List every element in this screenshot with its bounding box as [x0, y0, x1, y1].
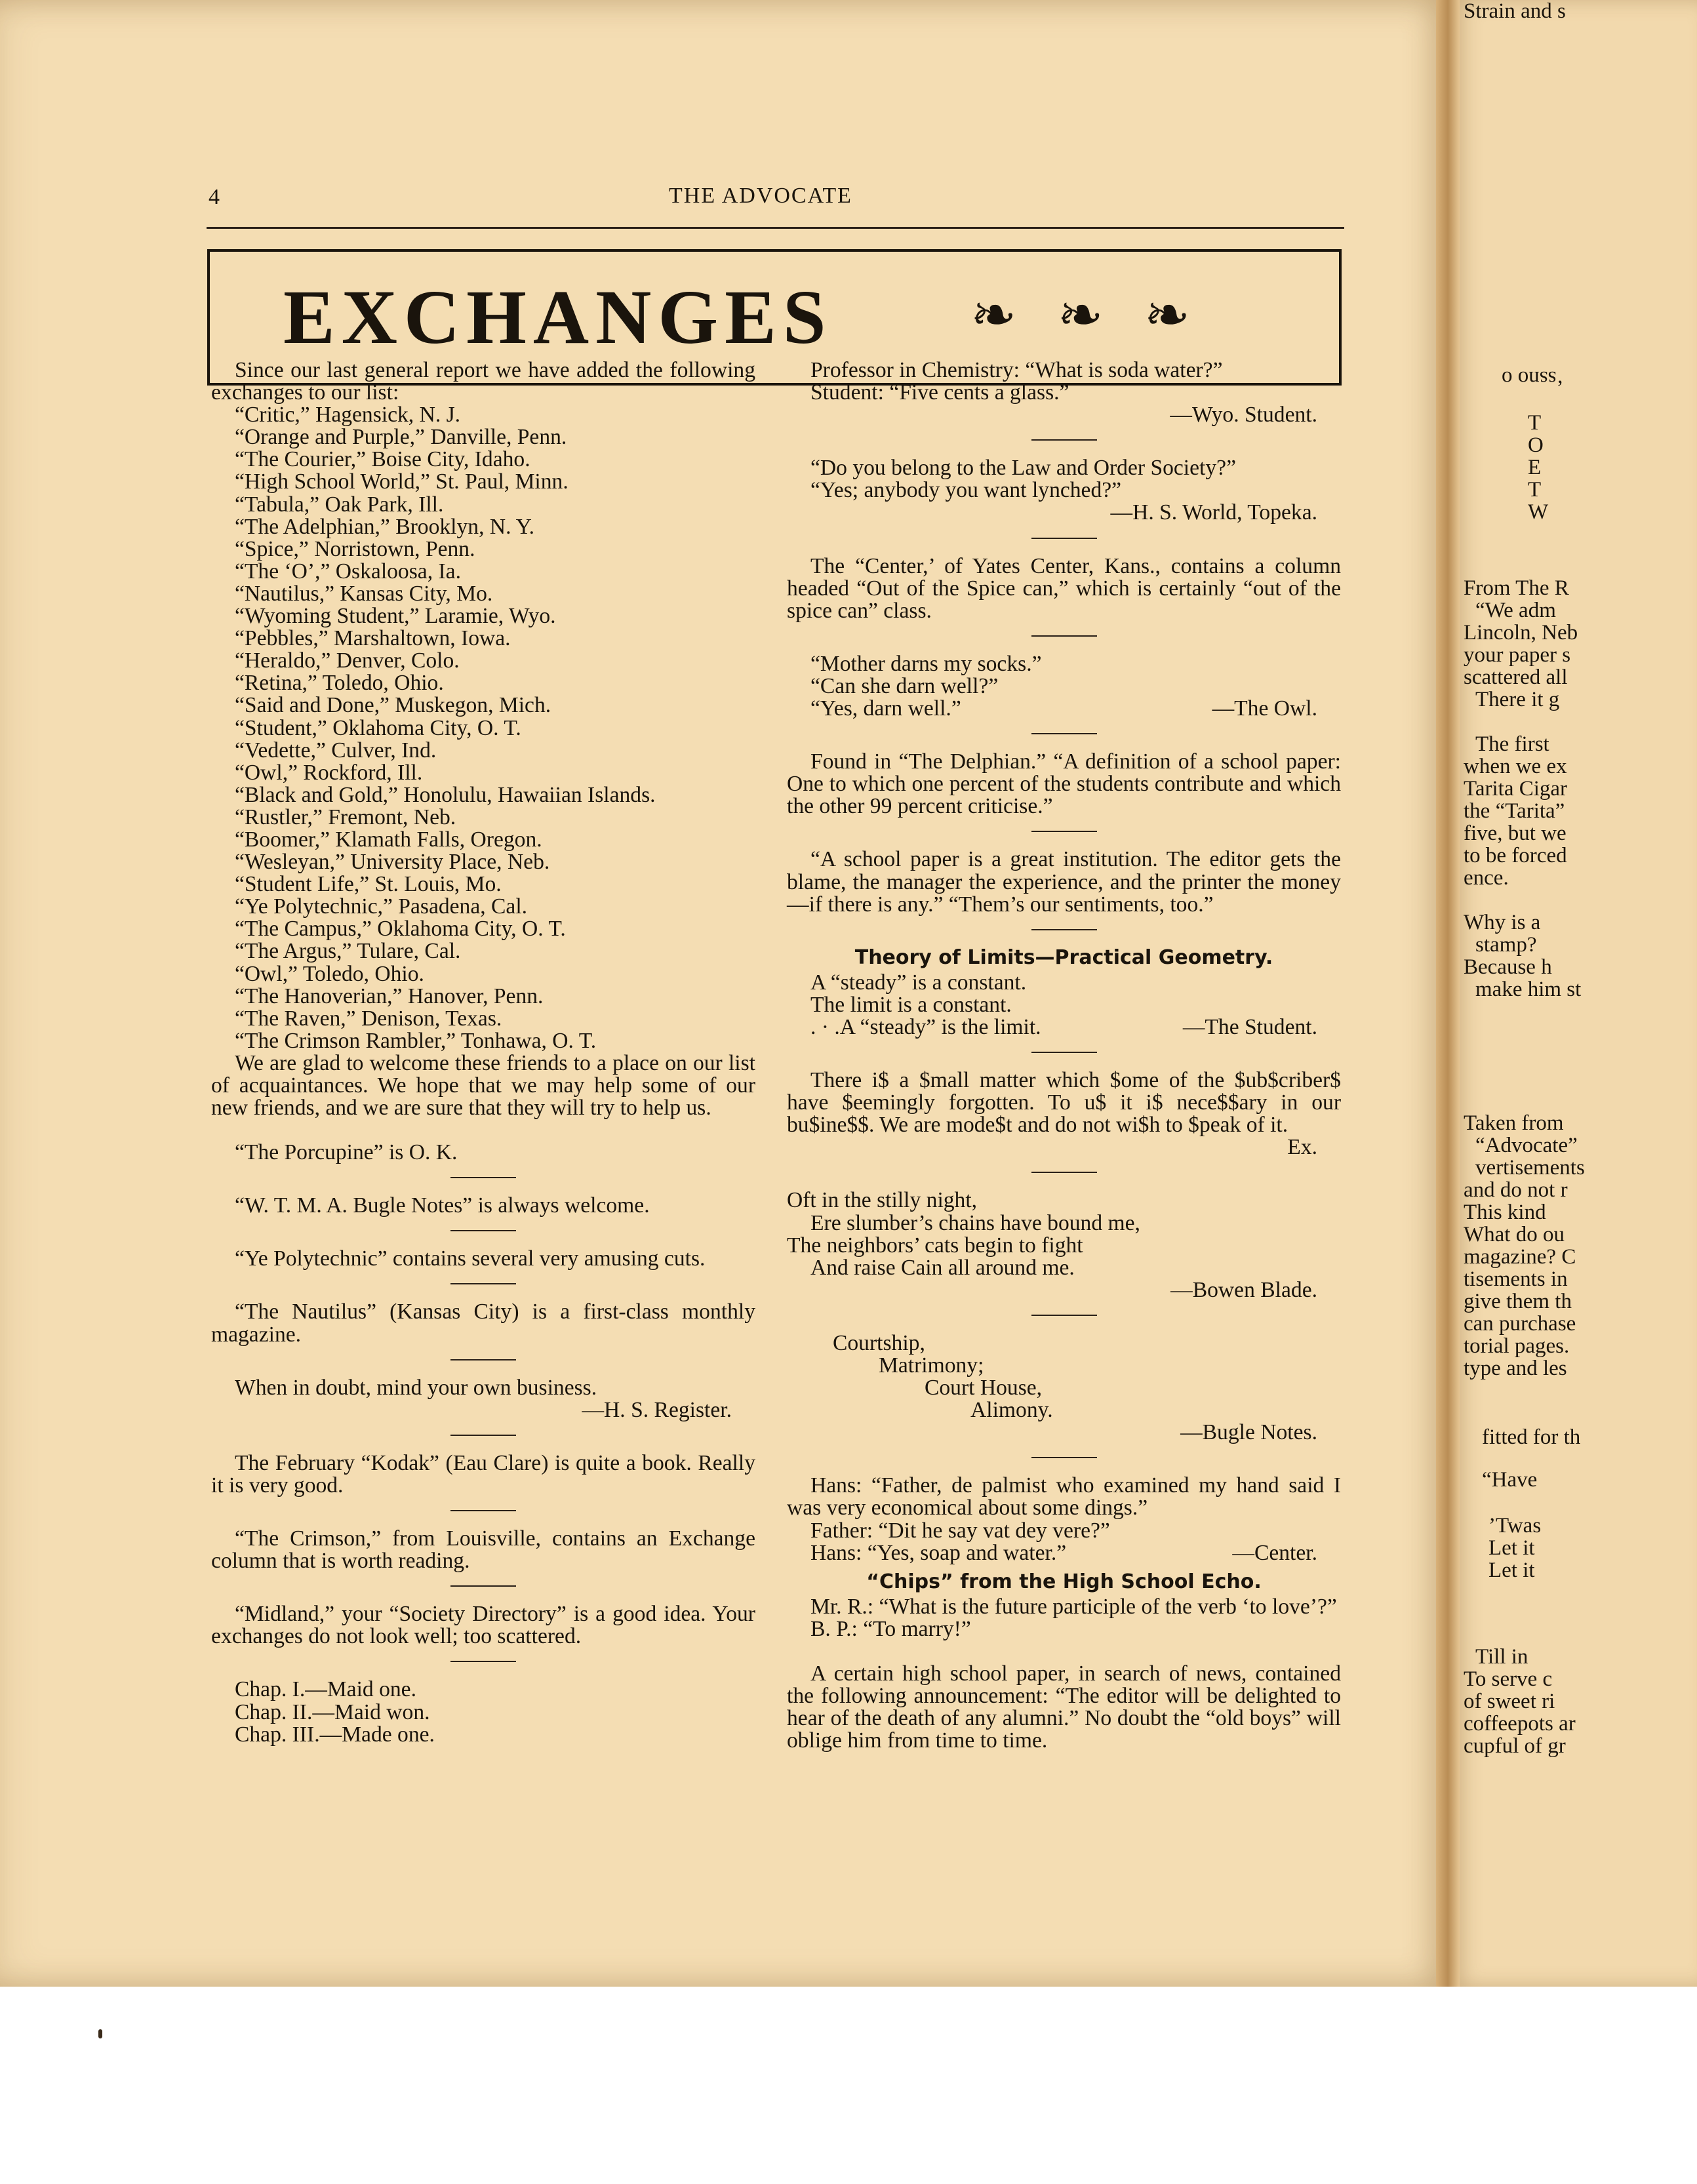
- socks-line: “Mother darns my socks.”: [810, 651, 1042, 676]
- left-column: [211, 359, 755, 1746]
- facing-page-fragment: T: [1528, 478, 1542, 502]
- exchange-entry: “The Campus,” Oklahoma City, O. T.: [235, 917, 566, 942]
- facing-page-fragment: Why is a: [1464, 911, 1541, 934]
- limits-conclusion: . · .A “steady” is the limit.: [810, 1014, 1041, 1039]
- soda-question: Professor in Chemistry: “What is soda water?”: [810, 358, 1223, 382]
- facing-page-fragment: W: [1528, 500, 1549, 524]
- polytechnic-note: “Ye Polytechnic” contains several very amusing cuts.: [235, 1246, 706, 1271]
- paper-speck: [98, 2029, 102, 2038]
- facing-page-fragment: coffeepots ar: [1464, 1712, 1576, 1736]
- doubt-source: —H. S. Register.: [582, 1397, 732, 1422]
- separator-rule: [1031, 929, 1097, 930]
- facing-page-fragment: type and les: [1464, 1357, 1567, 1380]
- exchange-entry: “Owl,” Toledo, Ohio.: [235, 961, 424, 986]
- facing-page-fragment: five, but we: [1464, 822, 1567, 845]
- separator-rule: [1031, 1052, 1097, 1053]
- separator-rule: [1031, 538, 1097, 539]
- exchange-entry: “Wyoming Student,” Laramie, Wyo.: [235, 604, 556, 629]
- facing-page-fragment: “We adm: [1475, 599, 1556, 622]
- delphian-note: Found in “The Delphian.” “A definition of a school paper: One to which one percent of the students contribute and which the other 99 percent criticise.”: [787, 749, 1341, 819]
- limits-heading: Theory of Limits—Practical Geometry.: [854, 945, 1273, 969]
- verse-line: Ere slumber’s chains have bound me,: [810, 1210, 1140, 1235]
- separator-rule: [1031, 1315, 1097, 1316]
- law-source: —H. S. World, Topeka.: [1110, 500, 1317, 525]
- verse-line: Oft in the stilly night,: [787, 1188, 978, 1213]
- facing-page-fragment: Lincoln, Neb: [1464, 621, 1578, 645]
- facing-page-fragment: ‘ssno o: [1502, 367, 1564, 390]
- facing-page-fragment: fitted for th: [1482, 1425, 1581, 1449]
- limits-source: —The Student.: [1182, 1014, 1317, 1039]
- facing-page-fragment: The first: [1475, 732, 1549, 756]
- facing-page-fragment: make him st: [1475, 978, 1582, 1001]
- verse-source: —Bowen Blade.: [1170, 1277, 1317, 1302]
- separator-rule: [450, 1359, 516, 1360]
- exchange-entry: “The Argus,” Tulare, Cal.: [235, 939, 461, 964]
- verse-line: The neighbors’ cats begin to fight: [787, 1233, 1083, 1258]
- limits-line: The limit is a constant.: [810, 992, 1012, 1017]
- chapter-line: Chap. I.—Maid one.: [235, 1677, 416, 1702]
- facing-page-fragment: and do not r: [1464, 1178, 1568, 1202]
- courtship-line: Matrimony;: [879, 1353, 984, 1378]
- exchange-entry: “Orange and Purple,” Danville, Penn.: [235, 425, 567, 450]
- separator-rule: [450, 1177, 516, 1178]
- courtship-verse: [787, 1332, 1341, 1421]
- facing-page-fragment: Till in: [1475, 1645, 1528, 1669]
- exchange-entry: “Said and Done,” Muskegon, Mich.: [235, 693, 551, 718]
- exchange-entry: “Wesleyan,” University Place, Neb.: [235, 850, 550, 875]
- facing-page-fragment: Let it: [1488, 1559, 1535, 1582]
- separator-rule: [1031, 1172, 1097, 1173]
- law-question: “Do you belong to the Law and Order Society?”: [810, 456, 1236, 481]
- courtship-line: Court House,: [925, 1376, 1043, 1400]
- facing-page-fragment: ’Twas: [1488, 1514, 1542, 1538]
- chips-answer: B. P.: “To marry!”: [810, 1616, 971, 1641]
- fleuron-icon: ❧: [1144, 283, 1191, 347]
- soda-answer: Student: “Five cents a glass.”: [810, 380, 1069, 405]
- separator-rule: [1031, 831, 1097, 832]
- exchange-entry: “Student Life,” St. Louis, Mo.: [235, 872, 502, 897]
- facing-page-fragment: T: [1528, 411, 1542, 435]
- facing-page-fragment: To serve c: [1464, 1667, 1553, 1691]
- facing-page-fragment: Let it: [1488, 1536, 1535, 1560]
- exchange-entry: “The ‘O’,” Oskaloosa, Ia.: [235, 559, 461, 584]
- facing-page-fragment: Because h: [1464, 955, 1552, 979]
- exchange-entry: “Vedette,” Culver, Ind.: [235, 738, 437, 763]
- socks-line: [787, 698, 1341, 720]
- facing-page-fragment: E: [1528, 456, 1542, 479]
- exchange-list: [211, 404, 755, 1052]
- facing-page-fragment: give them th: [1464, 1290, 1572, 1313]
- porcupine-note: “The Porcupine” is O. K.: [235, 1140, 458, 1165]
- exchange-entry: “Tabula,” Oak Park, Ill.: [235, 492, 444, 517]
- chapter-line: Chap. III.—Made one.: [235, 1722, 435, 1747]
- facing-page-fragment: “Advocate”: [1475, 1134, 1578, 1157]
- facing-page-fragment: ence.: [1464, 866, 1509, 890]
- exchange-entry: “Black and Gold,” Honolulu, Hawaiian Islands.: [235, 782, 656, 807]
- alumni-note: A certain high school paper, in search of news, contained the following announcement: “The editor will be delighted to hear of the death of any alumni.” No doubt the “old boys” will oblige him from time to time.: [787, 1661, 1341, 1753]
- exchange-entry: “Ye Polytechnic,” Pasadena, Cal.: [235, 894, 528, 919]
- socks-line: “Can she darn well?”: [810, 673, 999, 698]
- hans-line: [787, 1542, 1341, 1564]
- father-line: Father: “Dit he say vat dey vere?”: [810, 1518, 1110, 1543]
- kodak-note: The February “Kodak” (Eau Clare) is quite a book. Really it is very good.: [211, 1450, 755, 1498]
- separator-rule: [1031, 733, 1097, 734]
- separator-rule: [450, 1510, 516, 1511]
- page-gutter: [1436, 0, 1460, 1987]
- limits-line: [787, 1016, 1341, 1039]
- exchange-entry: “The Courier,” Boise City, Idaho.: [235, 447, 530, 472]
- socks-last-line: “Yes, darn well.”: [810, 696, 961, 721]
- exchange-entry: “Heraldo,” Denver, Colo.: [235, 648, 460, 673]
- facing-page-fragment: when we ex: [1464, 755, 1567, 778]
- courtship-line: Courtship,: [833, 1330, 925, 1355]
- hans-line: Hans: “Father, de palmist who examined my hand said I was very economical about some dings.”: [787, 1473, 1341, 1520]
- facing-page-fragment: There it g: [1475, 688, 1560, 711]
- chips-heading: “Chips” from the High School Echo.: [866, 1570, 1262, 1593]
- separator-rule: [450, 1435, 516, 1436]
- facing-page-fragment: stamp?: [1475, 933, 1537, 957]
- fleuron-icon: ❧: [1057, 283, 1104, 347]
- facing-page-fragment: “Have: [1482, 1468, 1538, 1492]
- right-column: [787, 359, 1341, 1752]
- facing-page-fragment: torial pages.: [1464, 1334, 1570, 1358]
- banner-ornaments: [970, 282, 1231, 347]
- separator-rule: [1031, 1457, 1097, 1458]
- courtship-source: —Bugle Notes.: [1180, 1420, 1317, 1445]
- page-number: 4: [209, 185, 220, 209]
- facing-page-fragment: Taken from: [1464, 1111, 1564, 1135]
- law-answer: “Yes; anybody you want lynched?”: [810, 478, 1122, 503]
- exchange-entry: “The Raven,” Denison, Texas.: [235, 1006, 502, 1031]
- hans-answer: Hans: “Yes, soap and water.”: [810, 1540, 1067, 1565]
- limits-line: A “steady” is a constant.: [810, 970, 1027, 995]
- hans-source: —Center.: [1232, 1540, 1317, 1565]
- verse-line: And raise Cain all around me.: [810, 1255, 1075, 1280]
- separator-rule: [1031, 439, 1097, 441]
- exchange-entry: “The Adelphian,” Brooklyn, N. Y.: [235, 514, 534, 539]
- verse: [787, 1189, 1341, 1279]
- bugle-note: “W. T. M. A. Bugle Notes” is always welcome.: [235, 1193, 650, 1218]
- exchange-entry: “Retina,” Toledo, Ohio.: [235, 671, 444, 696]
- facing-page-fragment: vertisements: [1475, 1156, 1585, 1180]
- section-title: EXCHANGES: [283, 274, 833, 360]
- exchange-entry: “Pebbles,” Marshaltown, Iowa.: [235, 626, 511, 651]
- running-title: THE ADVOCATE: [669, 184, 852, 208]
- doubt-quote: When in doubt, mind your own business.: [235, 1375, 597, 1400]
- exchange-entry: “Owl,” Rockford, Ill.: [235, 760, 423, 785]
- facing-page-fragment: can purchase: [1464, 1312, 1576, 1336]
- soda-source: —Wyo. Student.: [1170, 403, 1317, 427]
- facing-page-fragment: to be forced: [1464, 844, 1567, 867]
- exchange-entry: “The Hanoverian,” Hanover, Penn.: [235, 983, 544, 1008]
- facing-page-fragment: of sweet ri: [1464, 1690, 1555, 1713]
- dollar-note: There i$ a $mall matter which $ome of the $ub$criber$ have $eemingly forgotten. To u$ it i$ nece$$ary in our bu$ine$$. We are mode$t and do not wi$h to $peak of it.: [787, 1068, 1341, 1138]
- facing-page-fragment: O: [1528, 433, 1544, 457]
- exchange-entry: “Spice,” Norristown, Penn.: [235, 536, 475, 561]
- center-note: The “Center,’ of Yates Center, Kans., contains a column headed “Out of the Spice can,” which is certainly “out of the spice can” class.: [787, 553, 1341, 623]
- facing-page-fragment: tisements in: [1464, 1267, 1568, 1291]
- facing-page-fragment: the “Tarita”: [1464, 799, 1565, 823]
- facing-page-fragment: scattered all: [1464, 665, 1568, 689]
- separator-rule: [450, 1661, 516, 1662]
- exchange-entry: “The Crimson Rambler,” Tonhawa, O. T.: [235, 1028, 597, 1053]
- exchange-entry: “Nautilus,” Kansas City, Mo.: [235, 581, 493, 606]
- facing-page-fragment: This kind: [1464, 1201, 1546, 1224]
- socks-source: —The Owl.: [1212, 696, 1317, 721]
- facing-page-fragment: cupful of gr: [1464, 1734, 1566, 1758]
- dollar-source: Ex.: [1287, 1135, 1317, 1160]
- facing-page-fragment: magazine? C: [1464, 1245, 1576, 1269]
- institution-quote: “A school paper is a great institution. The editor gets the blame, the manager the experience, and the printer the money—if there is any.” “Them’s our sentiments, too.”: [787, 847, 1341, 917]
- facing-page-fragment: Tarita Cigar: [1464, 777, 1568, 801]
- facing-page-fragment: From The R: [1464, 576, 1569, 600]
- fleuron-icon: ❧: [970, 283, 1017, 347]
- chapter-line: Chap. II.—Maid won.: [235, 1699, 430, 1724]
- separator-rule: [450, 1230, 516, 1231]
- facing-page-fragment: What do ou: [1464, 1223, 1565, 1246]
- exchange-entry: “High School World,” St. Paul, Minn.: [235, 469, 569, 494]
- exchange-entry: “Critic,” Hagensick, N. J.: [235, 403, 461, 427]
- intro-paragraph: Since our last general report we have added the following exchanges to our list:: [211, 358, 755, 405]
- separator-rule: [450, 1283, 516, 1284]
- courtship-line: Alimony.: [970, 1398, 1053, 1423]
- separator-rule: [1031, 635, 1097, 637]
- chips-question: Mr. R.: “What is the future participle of the verb ‘to love’?”: [810, 1594, 1337, 1619]
- exchange-entry: “Boomer,” Klamath Falls, Oregon.: [235, 827, 542, 852]
- exchange-entry: “Rustler,” Fremont, Neb.: [235, 804, 456, 829]
- welcome-paragraph: We are glad to welcome these friends to a place on our list of acquaintances. We hope that we may help some of our new friends, and we are sure that they will try to help us.: [211, 1050, 755, 1121]
- midland-note: “Midland,” your “Society Directory” is a good idea. Your exchanges do not look well; too scattered.: [211, 1602, 755, 1649]
- exchange-entry: “Student,” Oklahoma City, O. T.: [235, 715, 521, 740]
- facing-page-fragment: Strain and s: [1464, 0, 1566, 23]
- facing-page-fragment: your paper s: [1464, 643, 1571, 667]
- nautilus-note: “The Nautilus” (Kansas City) is a first-class monthly magazine.: [211, 1300, 755, 1347]
- crimson-note: “The Crimson,” from Louisville, contains an Exchange column that is worth reading.: [211, 1526, 755, 1574]
- header-rule: [207, 227, 1344, 229]
- separator-rule: [450, 1585, 516, 1587]
